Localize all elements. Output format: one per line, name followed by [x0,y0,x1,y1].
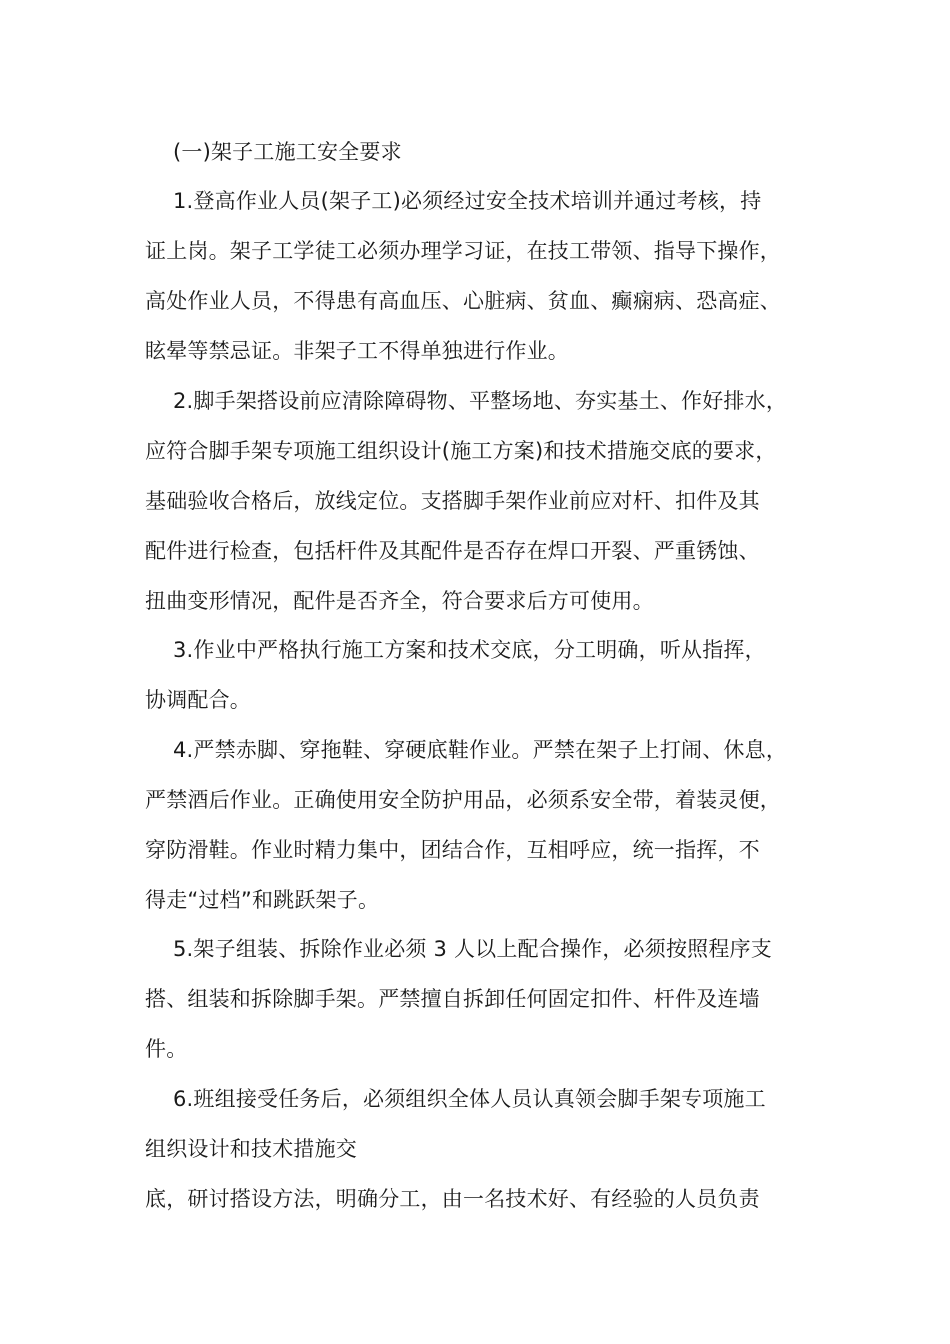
paragraph-line: 协调配合。 [145,688,251,712]
paragraph-line: 5.架子组装、拆除作业必须 3 人以上配合操作，必须按照程序支 [173,937,772,961]
paragraph-line: 穿防滑鞋。作业时精力集中，团结合作，互相呼应，统一指挥，不 [145,838,760,862]
paragraph-line: 基础验收合格后，放线定位。支搭脚手架作业前应对杆、扣件及其 [145,489,760,513]
paragraph-line: 件。 [145,1037,188,1061]
paragraph-line: 1.登高作业人员(架子工)必须经过安全技术培训并通过考核，持 [173,189,762,213]
paragraph-line: 4.严禁赤脚、穿拖鞋、穿硬底鞋作业。严禁在架子上打闹、休息， [173,738,788,762]
paragraph-line: 2.脚手架搭设前应清除障碍物、平整场地、夯实基土、作好排水， [173,389,788,413]
paragraph-line: 底，研讨搭设方法，明确分工，由一名技术好、有经验的人员负责 [145,1187,760,1211]
paragraph-line: 得走“过档”和跳跃架子。 [145,888,380,912]
paragraph-line: 扭曲变形情况，配件是否齐全，符合要求后方可使用。 [145,589,654,613]
paragraph-line: 高处作业人员，不得患有高血压、心脏病、贫血、癫痫病、恐高症、 [145,289,781,313]
paragraph-line: 证上岗。架子工学徒工必须办理学习证，在技工带领、指导下操作， [145,239,781,263]
paragraph-line: 眩晕等禁忌证。非架子工不得单独进行作业。 [145,339,569,363]
paragraph-line: 3.作业中严格执行施工方案和技术交底，分工明确，听从指挥， [173,638,766,662]
paragraph-line: 配件进行检查，包括杆件及其配件是否存在焊口开裂、严重锈蚀、 [145,539,760,563]
paragraph-line: 严禁酒后作业。正确使用安全防护用品，必须系安全带，着装灵便， [145,788,781,812]
paragraph-line: 6.班组接受任务后，必须组织全体人员认真领会脚手架专项施工 [173,1087,766,1111]
paragraph-line: 搭、组装和拆除脚手架。严禁擅自拆卸任何固定扣件、杆件及连墙 [145,987,760,1011]
paragraph-line: 组织设计和技术措施交 [145,1137,357,1161]
section-heading: (一)架子工施工安全要求 [173,140,402,164]
paragraph-line: 应符合脚手架专项施工组织设计(施工方案)和技术措施交底的要求， [145,439,777,463]
